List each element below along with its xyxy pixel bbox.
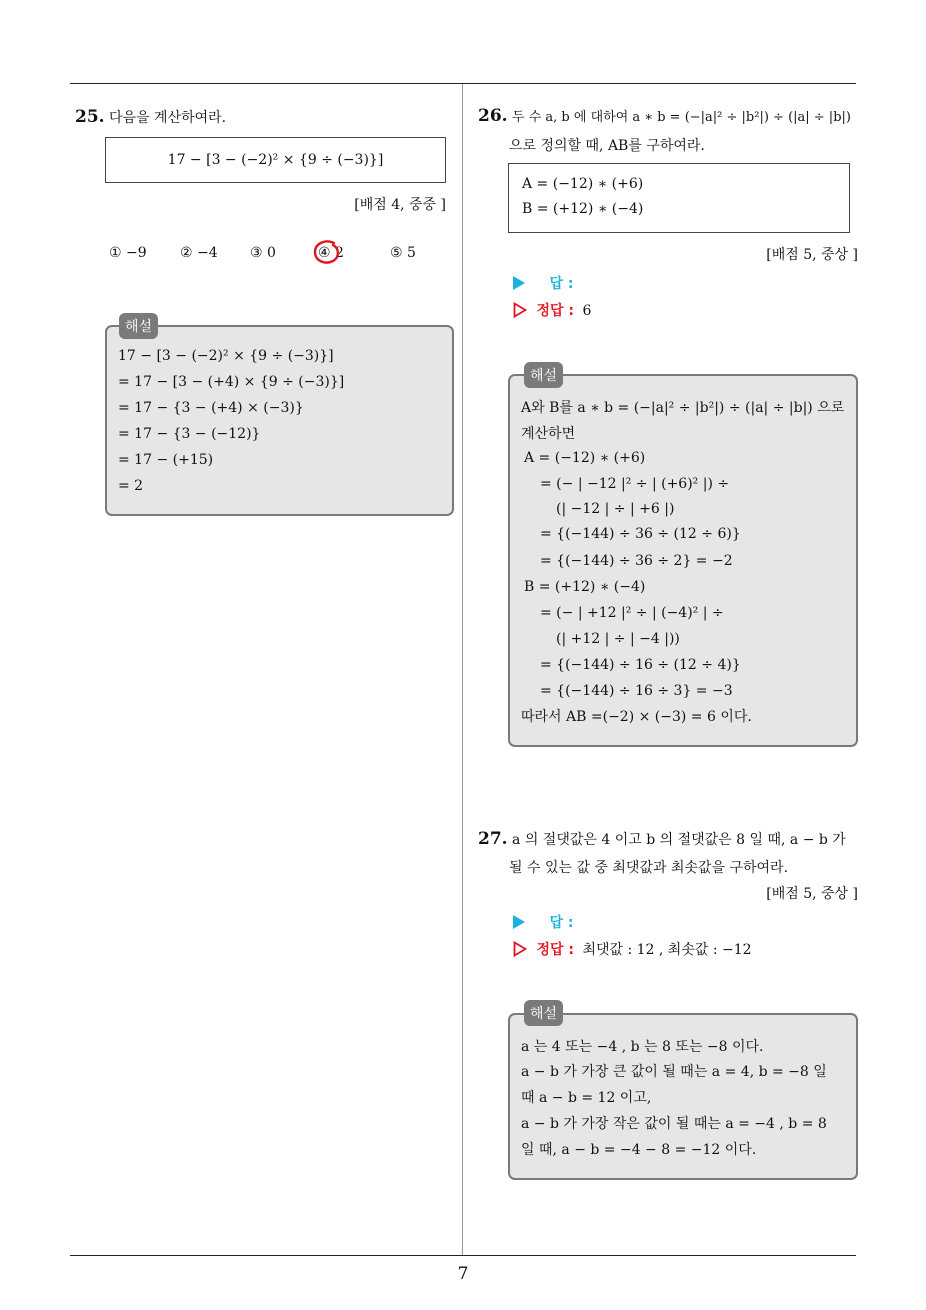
solution-tag: 해설 [524,1000,563,1026]
question-number: 25. [75,107,105,127]
question-26 [478,104,863,160]
solution-line: a 는 4 또는 −4 , b 는 8 또는 −8 이다. [521,1039,764,1055]
question-prompt-line2: 될 수 있는 값 중 최댓값과 최솟값을 구하여라. [509,860,789,876]
solution-line: 17 − [3 − (−2)² × {9 ÷ (−3)}] [118,348,334,364]
question-27 [478,826,863,882]
solution-line: 계산하면 [521,426,576,442]
answer-label: 답 : [549,276,574,292]
page-number: 7 [457,1264,469,1284]
solution-line: = 17 − (+15) [118,452,214,468]
choice-1[interactable]: ① −9 [109,245,147,261]
question-25 [75,104,226,132]
choice-3[interactable]: ③ 0 [250,245,276,261]
correct-answer-row [513,300,591,320]
correct-label: 정답 : [536,303,574,319]
solution-line: a − b 가 가장 작은 값이 될 때는 a = −4 , b = 8 [521,1116,827,1132]
solution-line: (| +12 | ÷ | −4 |)) [556,631,680,647]
answer-label: 답 : [549,915,574,931]
question-prompt-line2: 으로 정의할 때, AB를 구하여라. [509,138,705,154]
question-prompt: 다음을 계산하여라. [109,110,227,126]
solution-line: B = (+12) ∗ (−4) [524,579,646,595]
solution-line: = 17 − {3 − (−12)} [118,426,261,442]
score-label: [배점 4, 중중 ] [354,197,446,213]
solution-line: = 17 − [3 − (+4) × {9 ÷ (−3)}] [118,374,345,390]
solution-line: a − b 가 가장 큰 값이 될 때는 a = 4, b = −8 일 [521,1064,827,1080]
solution-line: = 17 − {3 − (+4) × (−3)} [118,400,304,416]
play-icon [513,915,525,929]
solution-line: = 2 [118,478,144,494]
solution-line: = {(−144) ÷ 36 ÷ (12 ÷ 6)} [540,526,741,542]
solution-line: A와 B를 a ∗ b = (−|a|² ÷ |b²|) ÷ (|a| ÷ |b|) 으로 [521,400,845,416]
solution-tag: 해설 [119,313,158,339]
choice-5[interactable]: ⑤ 5 [390,245,416,261]
expression: 17 − [3 − (−2)² × {9 ÷ (−3)}] [167,152,384,168]
outline-triangle-icon [513,302,527,318]
correct-answer-row [513,939,752,959]
solution-line: = (− | +12 |² ÷ | (−4)² | ÷ [540,605,724,621]
box-line: B = (+12) ∗ (−4) [522,201,644,217]
question-number: 27. [478,829,508,849]
top-rule [70,83,856,84]
choice-4-label: ④ 2 [318,245,344,261]
solution-line: = {(−144) ÷ 36 ÷ 2} = −2 [540,553,733,569]
definition-box [508,163,850,233]
bottom-rule [70,1255,856,1256]
question-number: 26. [478,106,508,126]
solution-tag: 해설 [524,362,563,388]
score-label: [배점 5, 중상 ] [766,247,858,263]
column-divider [462,84,463,1256]
choice-2[interactable]: ② −4 [180,245,218,261]
question-prompt-line1: a 의 절댓값은 4 이고 b 의 절댓값은 8 일 때, a − b 가 [512,832,846,848]
selected-circle-icon [312,239,344,267]
expression-box [105,137,446,183]
question-prompt-line1: 두 수 a, b 에 대하여 a ∗ b = (−|a|² ÷ |b²|) ÷ (|a| ÷ |b|) [512,110,851,125]
outline-triangle-icon [513,941,527,957]
solution-line: 따라서 AB =(−2) × (−3) = 6 이다. [521,709,752,725]
solution-line: 때 a − b = 12 이고, [521,1090,652,1106]
solution-line: 일 때, a − b = −4 − 8 = −12 이다. [521,1142,757,1158]
answer-row [513,273,573,293]
solution-line: A = (−12) ∗ (+6) [524,450,646,466]
play-icon [513,276,525,290]
answer-row [513,912,573,932]
box-line: A = (−12) ∗ (+6) [522,176,644,192]
score-label: [배점 5, 중상 ] [766,886,858,902]
solution-line: = (− | −12 |² ÷ | (+6)² |) ÷ [540,476,730,492]
solution-line: = {(−144) ÷ 16 ÷ (12 ÷ 4)} [540,657,741,673]
correct-label: 정답 : [536,942,574,958]
solution-line: (| −12 | ÷ | +6 |) [556,501,675,517]
correct-value: 6 [582,303,592,319]
solution-line: = {(−144) ÷ 16 ÷ 3} = −3 [540,683,733,699]
correct-value: 최댓값 : 12 , 최솟값 : −12 [582,942,752,958]
